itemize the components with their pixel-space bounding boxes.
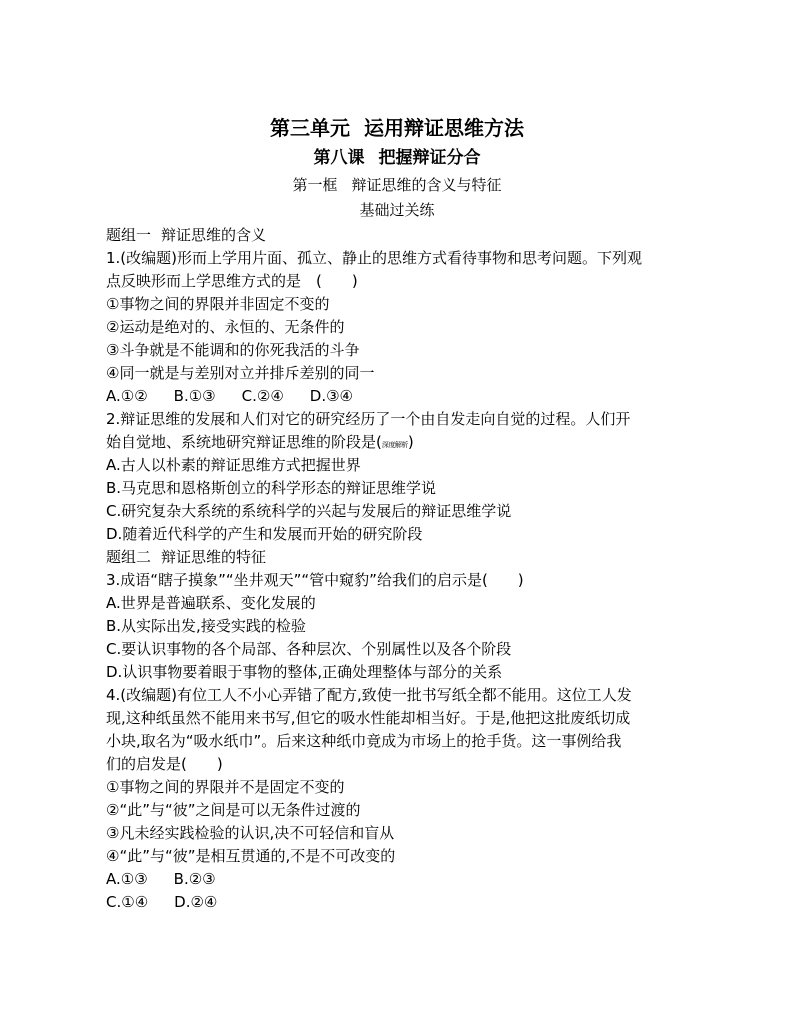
group2-label: 题组二: [106, 548, 152, 566]
frame-name: 辩证思维的含义与特征: [351, 176, 502, 194]
section-title: 基础过关练: [359, 201, 435, 219]
q1-item-3: ③斗争就是不能调和的你死我活的斗争: [106, 341, 360, 359]
q1-item-2: ②运动是绝对的、永恒的、无条件的: [106, 318, 345, 336]
frame-number: 第一框: [292, 176, 338, 194]
q2-stem-end: ): [407, 433, 414, 451]
q4-options-row2: [106, 892, 217, 912]
q2-stem-line2: [106, 432, 414, 455]
q4-option-b: B.②③: [173, 870, 216, 888]
q4-item-3: ③凡未经实践检验的认识,决不可轻信和盲从: [106, 824, 395, 842]
lesson-title: [0, 146, 794, 170]
q3-stem: 3.成语“瞎子摸象”“坐井观天”“管中窥豹”给我们的启示是( ): [106, 571, 524, 589]
unit-number: 第三单元: [270, 116, 350, 140]
q1-options: [106, 386, 353, 406]
q1-option-c: C.②④: [241, 387, 284, 405]
frame-title: [0, 175, 794, 195]
q2-option-d: D.随着近代科学的产生和发展而开始的研究阶段: [106, 525, 423, 543]
group1-label: 题组一: [106, 226, 152, 244]
q1-item-1: ①事物之间的界限并非固定不变的: [106, 295, 330, 313]
q1-stem-line2: 点反映形而上学思维方式的是 ( ): [106, 272, 358, 290]
q2-option-a: A.古人以朴素的辩证思维方式把握世界: [106, 456, 361, 474]
q3-option-d: D.认识事物要着眼于事物的整体,正确处理整体与部分的关系: [106, 663, 503, 681]
q4-options-row1: [106, 869, 216, 889]
q2-option-c: C.研究复杂大系统的系统科学的兴起与发展后的辩证思维学说: [106, 502, 512, 520]
group2-title: [106, 547, 266, 567]
q1-option-a: A.①②: [106, 387, 148, 405]
unit-title: [0, 114, 794, 142]
q1-item-4: ④同一就是与差别对立并排斥差别的同一: [106, 364, 375, 382]
lesson-number: 第八课: [313, 148, 365, 168]
group1-title: [106, 225, 266, 245]
q4-stem-line3: 小块,取名为“吸水纸巾”。后来这种纸巾竟成为市场上的抢手货。这一事例给我: [106, 732, 622, 750]
q4-stem-line4: 们的启发是( ): [106, 755, 223, 773]
q2-analysis-tag: 深度解析: [381, 441, 408, 449]
q4-item-2: ②“此”与“彼”之间是可以无条件过渡的: [106, 801, 361, 819]
q3-option-b: B.从实际出发,接受实践的检验: [106, 617, 306, 635]
q4-option-a: A.①③: [106, 870, 148, 888]
q4-stem-line1: 4.(改编题)有位工人不小心弄错了配方,致使一批书写纸全都不能用。这位工人发: [106, 686, 632, 704]
q4-option-d: D.②④: [174, 893, 218, 911]
unit-name: 运用辩证思维方法: [364, 116, 524, 140]
q4-item-4: ④“此”与“彼”是相互贯通的,不是不可改变的: [106, 847, 396, 865]
q4-stem-line2: 现,这种纸虽然不能用来书写,但它的吸水性能却相当好。于是,他把这批废纸切成: [106, 709, 631, 727]
q3-option-a: A.世界是普遍联系、变化发展的: [106, 594, 316, 612]
lesson-name: 把握辩证分合: [378, 148, 481, 168]
q2-stem-line1: 2.辩证思维的发展和人们对它的研究经历了一个由自发走向自觉的过程。人们开: [106, 410, 631, 428]
q1-option-d: D.③④: [309, 387, 353, 405]
q3-option-c: C.要认识事物的各个局部、各种层次、个别属性以及各个阶段: [106, 640, 512, 658]
q4-option-c: C.①④: [106, 893, 149, 911]
q2-option-b: B.马克思和恩格斯创立的科学形态的辩证思维学说: [106, 479, 437, 497]
q4-item-1: ①事物之间的界限并不是固定不变的: [106, 778, 345, 796]
q2-stem-text: 始自觉地、系统地研究辩证思维的阶段是(: [106, 433, 382, 451]
q1-stem-line1: 1.(改编题)形而上学用片面、孤立、静止的思维方式看待事物和思考问题。下列观: [106, 249, 643, 267]
group1-name: 辩证思维的含义: [161, 226, 267, 244]
q1-option-b: B.①③: [173, 387, 216, 405]
group2-name: 辩证思维的特征: [161, 548, 267, 566]
